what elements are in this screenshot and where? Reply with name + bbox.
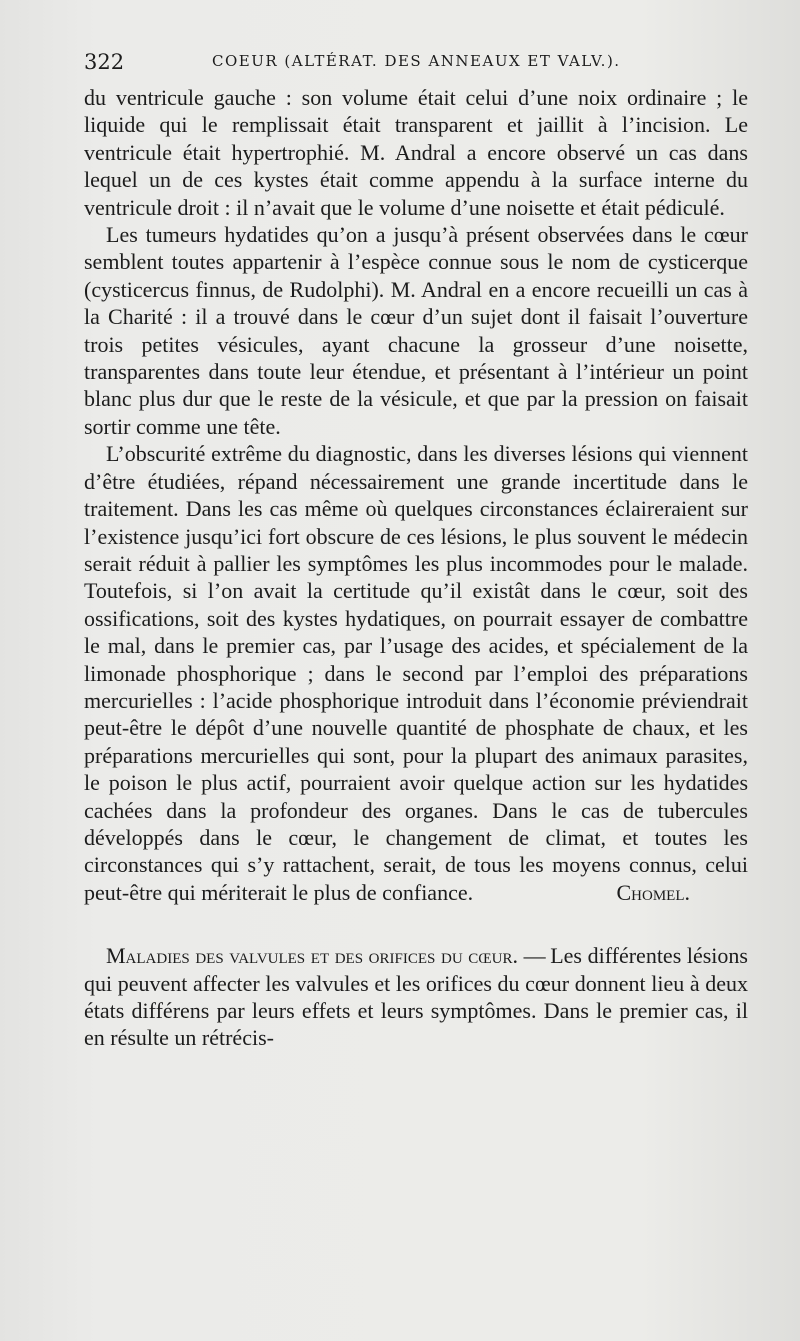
paragraph-treatment-text: L’obscurité extrême du diagnostic, dans les diverses lésions qui viennent d’être étudiées, répand nécessairement une grande incertitude dans le traitement. Dans les cas même où quelques circonstances éclaireraient sur l’existence jusqu’ici fort obscure de ces lésions, le plus souvent le médecin serait réduit à pallier les symptômes les plus incommodes pour le malade. Toutefois, si l’on avait la certitude qu’il existât dans le cœur, soit des ossifications, soit des kystes hydatiques, on pourrait essayer de combattre le mal, dans le premier cas, par l’usage des acides, et spécialement de la limonade phosphorique ; dans le second par l’emploi des préparations mercurielles : l’acide phosphorique introduit dans l’économie préviendrait peut-être le dépôt d’une nouvelle quantité de phosphate de chaux, et les préparations mercurielles qui sont, pour la plupart des animaux parasites, le poison le plus actif, pourraient avoir quelque action sur les hydatides cachées dans la profondeur des organes. Dans le cas de tubercules développés dans le cœur, le changement de climat, et toutes les circonstances qui s’y rattachent, serait, de tous les moyens connus, celui peut-être qui mériterait le plus de confiance. — [84, 441, 748, 905]
section-valvular-diseases — [84, 942, 748, 1052]
author-signature: Chomel. — [616, 879, 690, 905]
paragraph-hydatid-tumours: Les tumeurs hydatides qu’on a jusqu’à présent observées dans le cœur semblent toutes appartenir à l’espèce connue sous le nom de cysticerque (cysticercus finnus, de Rudolphi). M. Andral en a encore recueilli un cas à la Charité : il a trouvé dans le cœur d’un sujet dont il faisait l’ouverture trois petites vésicules, ayant chacune la grosseur d’une noisette, transparentes dans toute leur étendue, et présentant à l’intérieur un point blanc plus dur que le reste de la vésicule, et que par la pression on faisait sortir comme une tête. — [84, 222, 748, 439]
page-number: 322 — [84, 50, 125, 74]
running-head: COEUR (ALTÉRAT. DES ANNEAUX ET VALV.). — [212, 52, 621, 70]
paragraph-continuation: du ventricule gauche : son volume était celui d’une noix ordinaire ; le liquide qui le remplissait était transparent et jaillit à l’incision. Le ventricule était hypertrophié. M. Andral a encore observé un cas dans lequel un de ces kystes était comme appendu à la surface interne du ventricule droit : il n’avait que le volume d’une noisette et était pédiculé. — [84, 85, 748, 220]
page-header — [84, 46, 754, 80]
section-heading: Maladies des valvules et des orifices du cœur. — [106, 943, 518, 969]
paragraph-treatment — [84, 440, 748, 906]
section-text: Les différentes lésions qui peuvent affecter les valvules et les orifices du cœur donnent lieu à deux états différens par leurs effets et leurs symptômes. Dans le premier cas, il en résulte un rétrécis- — [84, 943, 748, 1051]
body-text — [84, 84, 748, 1052]
section-spacer — [84, 906, 748, 942]
section-dash: — — [523, 943, 545, 969]
